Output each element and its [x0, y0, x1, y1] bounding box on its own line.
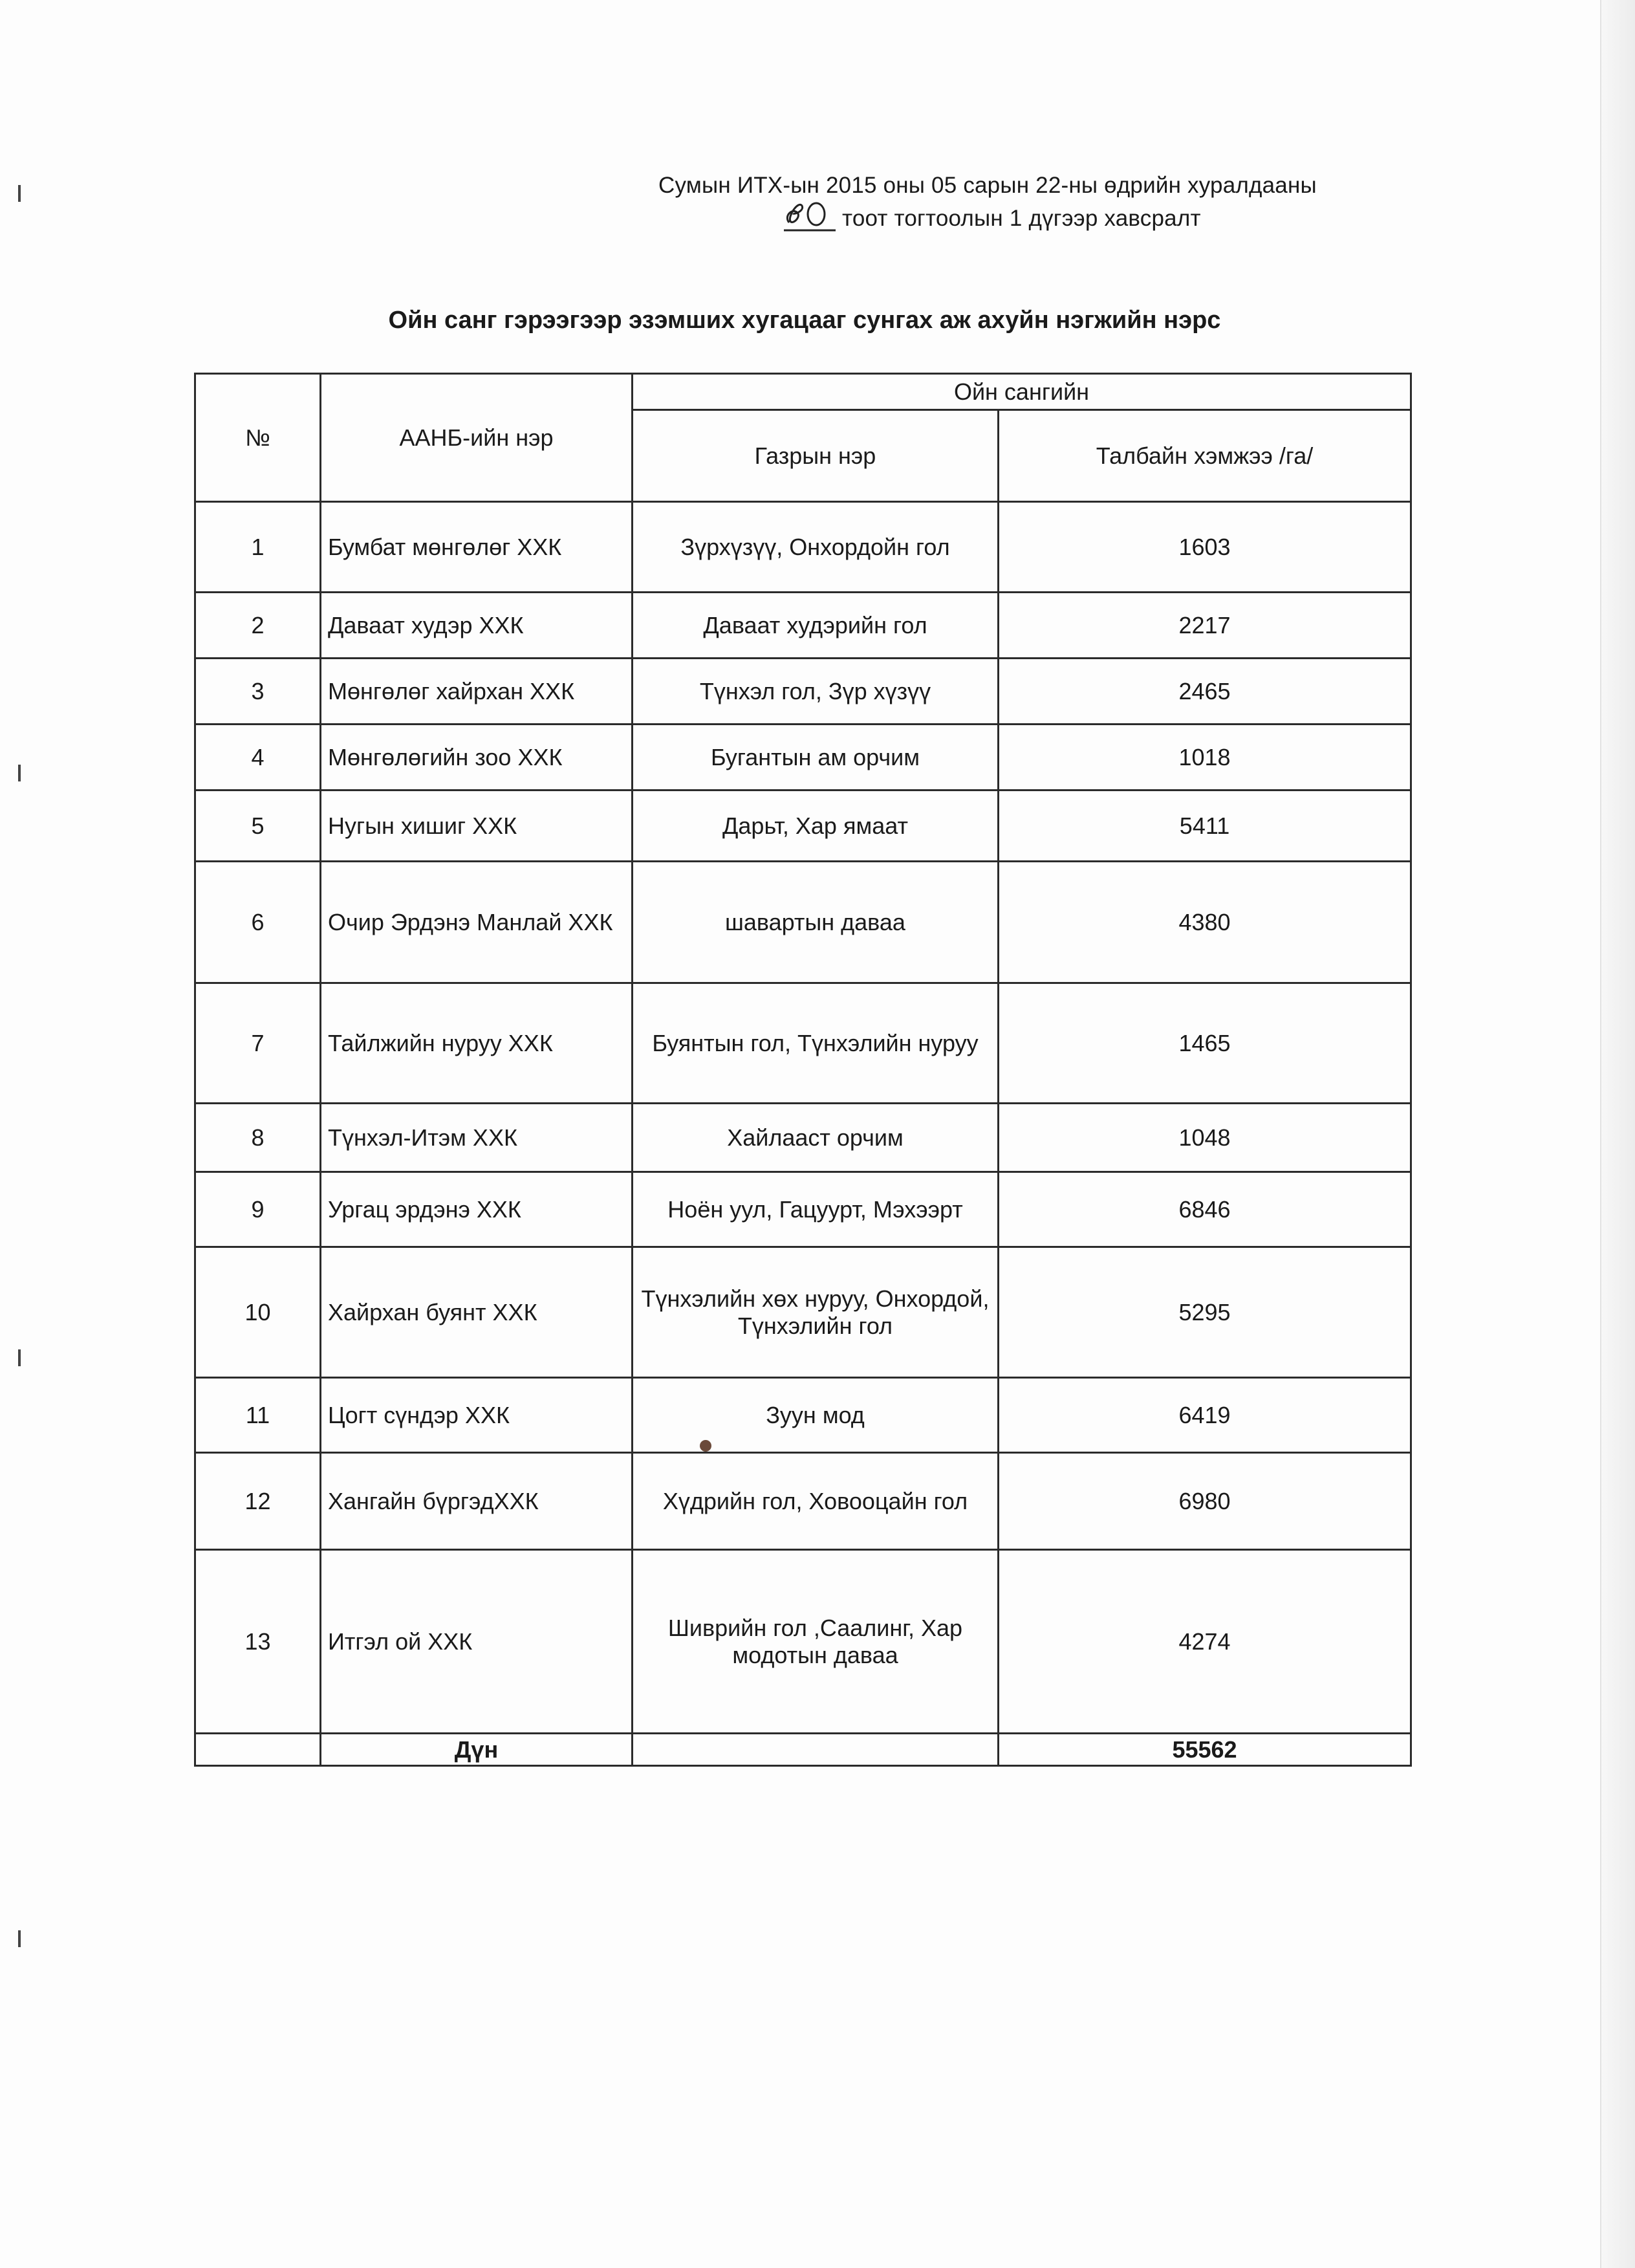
- ink-smudge: [700, 1440, 711, 1452]
- row-number: 4: [195, 725, 321, 791]
- resolution-header-line-2-text: тоот тогтоолын 1 дүгээр хавсралт: [842, 206, 1201, 231]
- row-number: 11: [195, 1378, 321, 1453]
- document-title: [0, 307, 1635, 334]
- company-name: Түнхэл-Итэм ХХК: [321, 1104, 633, 1172]
- row-number: 2: [195, 593, 321, 659]
- company-name: Бумбат мөнгөлөг ХХК: [321, 502, 633, 593]
- company-name: Мөнгөлөг хайрхан ХХК: [321, 659, 633, 725]
- place-name: Ноён уул, Гацуурт, Мэхээрт: [633, 1172, 999, 1247]
- table-row: [195, 725, 1411, 791]
- total-empty-cell: [633, 1734, 999, 1766]
- total-label: Дүн: [321, 1734, 633, 1766]
- area-value: 1603: [999, 502, 1411, 593]
- place-name: Хайлааст орчим: [633, 1104, 999, 1172]
- place-name: Бугантын ам орчим: [633, 725, 999, 791]
- resolution-header-line-2: [780, 206, 1201, 232]
- row-number: 1: [195, 502, 321, 593]
- area-value: 1048: [999, 1104, 1411, 1172]
- table-row: [195, 593, 1411, 659]
- area-value: 2217: [999, 593, 1411, 659]
- table-row: [195, 1247, 1411, 1378]
- company-name: Очир Эрдэнэ Манлай ХХК: [321, 862, 633, 983]
- place-name: Даваат худэрийн гол: [633, 593, 999, 659]
- company-name: Цогт сүндэр ХХК: [321, 1378, 633, 1453]
- company-name: Нугын хишиг ХХК: [321, 791, 633, 862]
- area-value: 6419: [999, 1378, 1411, 1453]
- company-name: Ургац эрдэнэ ХХК: [321, 1172, 633, 1247]
- place-name: Түнхэл гол, Зүр хүзүү: [633, 659, 999, 725]
- table-row: [195, 791, 1411, 862]
- company-name: Тайлжийн нуруу ХХК: [321, 983, 633, 1104]
- table-row: [195, 862, 1411, 983]
- punch-mark: [18, 185, 21, 202]
- table-body: [195, 502, 1411, 1766]
- area-value: 4380: [999, 862, 1411, 983]
- punch-mark: [18, 1349, 21, 1366]
- company-name: Итгэл ой ХХК: [321, 1550, 633, 1734]
- place-name: Зүрхүзүү, Онхордойн гол: [633, 502, 999, 593]
- place-name: шавартын даваа: [633, 862, 999, 983]
- area-value: 2465: [999, 659, 1411, 725]
- row-number: 10: [195, 1247, 321, 1378]
- company-name: Хангайн бүргэдХХК: [321, 1453, 633, 1550]
- row-number: 3: [195, 659, 321, 725]
- row-number: 9: [195, 1172, 321, 1247]
- row-number: 13: [195, 1550, 321, 1734]
- table-row: [195, 1172, 1411, 1247]
- total-row: [195, 1734, 1411, 1766]
- row-number: 7: [195, 983, 321, 1104]
- company-name: Хайрхан буянт ХХК: [321, 1247, 633, 1378]
- punch-mark: [18, 765, 21, 781]
- table-row: [195, 983, 1411, 1104]
- area-value: 4274: [999, 1550, 1411, 1734]
- table-row: [195, 1453, 1411, 1550]
- header-place-name: Газрын нэр: [633, 410, 999, 502]
- table-row: [195, 659, 1411, 725]
- area-value: 5295: [999, 1247, 1411, 1378]
- place-name: Дарьт, Хар ямаат: [633, 791, 999, 862]
- company-name: Даваат худэр ХХК: [321, 593, 633, 659]
- row-number: 8: [195, 1104, 321, 1172]
- company-name: Мөнгөлөгийн зоо ХХК: [321, 725, 633, 791]
- total-value: 55562: [999, 1734, 1411, 1766]
- place-name: Шиврийн гол ,Саалинг, Хар модотын даваа: [633, 1550, 999, 1734]
- row-number: 5: [195, 791, 321, 862]
- document-title-text: Ойн санг гэрээгээр эзэмших хугацааг сунгах аж ахуйн нэгжийн нэрс: [388, 307, 1221, 334]
- row-number: 12: [195, 1453, 321, 1550]
- punch-mark: [18, 1930, 21, 1947]
- area-value: 1018: [999, 725, 1411, 791]
- header-forest-fund: Ойн сангийн: [633, 374, 1411, 410]
- area-value: 6846: [999, 1172, 1411, 1247]
- place-name: Түнхэлийн хөх нуруу, Онхордой, Түнхэлийн гол: [633, 1247, 999, 1378]
- header-no: №: [195, 374, 321, 502]
- place-name: Буянтын гол, Түнхэлийн нуруу: [633, 983, 999, 1104]
- forest-extension-table: [194, 373, 1412, 1767]
- resolution-header-line-1: Сумын ИТХ-ын 2015 оны 05 сарын 22-ны өдрийн хуралдааны: [658, 173, 1317, 198]
- header-company-name: ААНБ-ийн нэр: [321, 374, 633, 502]
- area-value: 6980: [999, 1453, 1411, 1550]
- table-row: [195, 1104, 1411, 1172]
- total-empty-cell: [195, 1734, 321, 1766]
- table-row: [195, 1378, 1411, 1453]
- area-value: 1465: [999, 983, 1411, 1104]
- area-value: 5411: [999, 791, 1411, 862]
- scan-edge: [1600, 0, 1635, 2268]
- place-name: Зуун мод: [633, 1378, 999, 1453]
- table-row: [195, 502, 1411, 593]
- table-row: [195, 1550, 1411, 1734]
- header-area: Талбайн хэмжээ /га/: [999, 410, 1411, 502]
- place-name: Хүдрийн гол, Ховооцайн гол: [633, 1453, 999, 1550]
- row-number: 6: [195, 862, 321, 983]
